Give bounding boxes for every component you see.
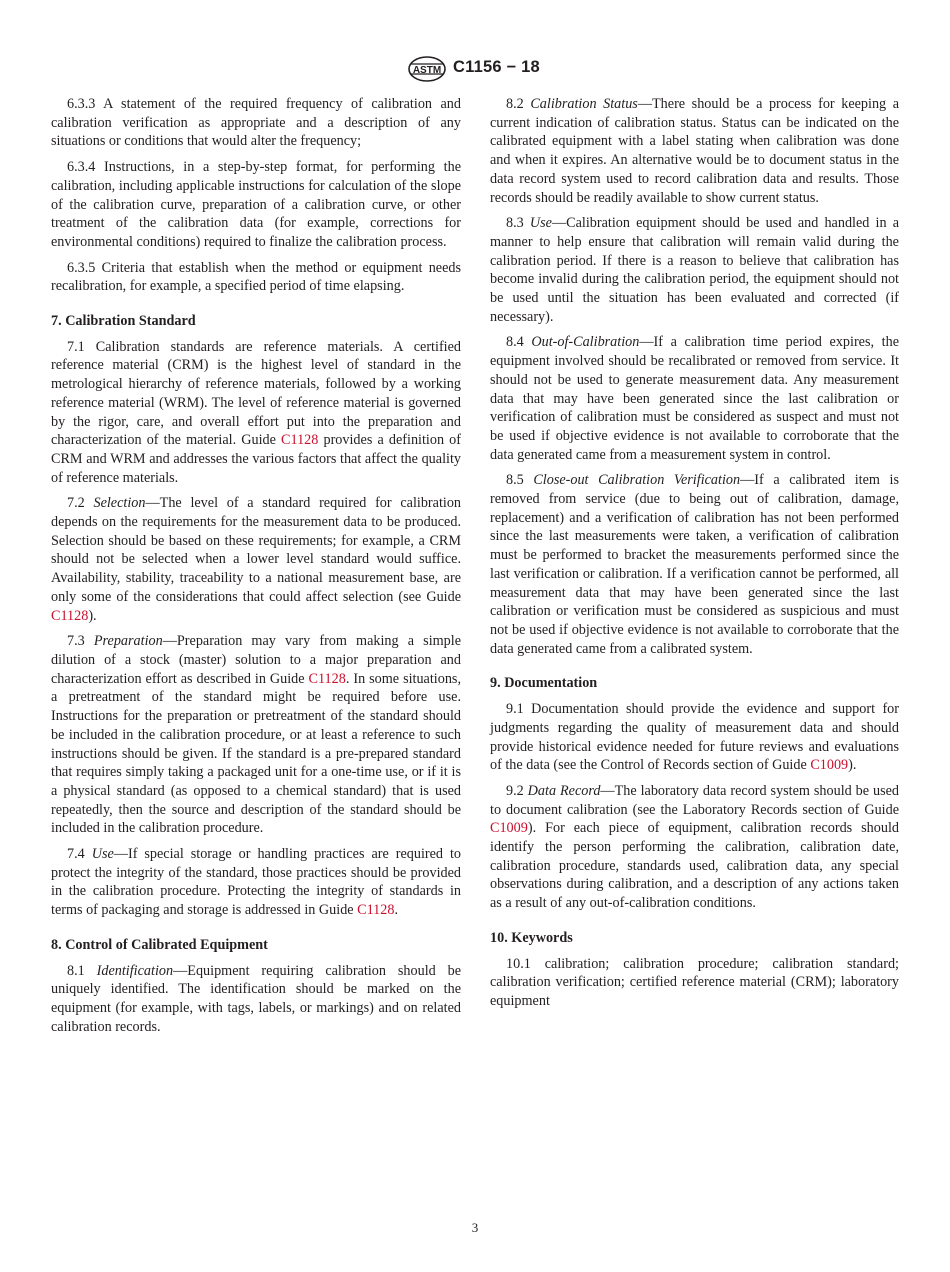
reference-link-c1009[interactable]: C1009 [810, 757, 849, 774]
paragraph-6-3-4: 6.3.4 Instructions, in a step-by-step format, for performing the calibration, including applicable instructions for calculation of the slope of the calibration curve, preparation of a calibration curve, or other treatment of the calibration data (for example, corrections for environmental conditions) required to finalize the calibration process. [51, 159, 461, 250]
reference-link-c1128[interactable]: C1128 [308, 670, 346, 687]
term-use: Use [91, 846, 114, 863]
astm-logo [405, 56, 449, 82]
paragraph-7-2: 7.2 Selection—The level of a standard required for calibration depends on the requirements for the measurement data to be produced. Selection should be based on these requirements; for example, a CRM should not be selected when a lower level standard would suffice. Availability, stability, traceability to a national measurement base, are only some of the considerations that could affect selection (see Guide C1128). [51, 495, 462, 624]
paragraph-6-3-5: 6.3.5 Criteria that establish when the method or equipment needs recalibration, for example, a specified period of time elapsing. [51, 259, 461, 295]
section-heading-7: 7. Calibration Standard [51, 313, 196, 330]
term-calibration-status: Calibration Status [530, 96, 638, 112]
paragraph-8-3: 8.3 Use—Calibration equipment should be used and handled in a manner to help ensure that calibration will remain valid during the calibration period. If there is a reason to believe that calibration has become invalid during the calibration period, the equipment should not be used until the situation has been evaluated and corrected (if necessary). [490, 215, 900, 325]
reference-link-c1128[interactable]: C1128 [281, 432, 319, 449]
section-heading-9: 9. Documentation [490, 675, 598, 692]
paragraph-9-2: 9.2 Data Record—The laboratory data record system should be used to document calibration (see the Laboratory Records section of Guide C1009). For each piece of equipment, calibration records should identify the person performing the calibration, calibration date, calibration procedure, standards used, calibration data, any special observations during calibration, and a description of any actions taken as a result of any out-of-calibration conditions. [490, 782, 899, 912]
paragraph-8-4: 8.4 Out-of-Calibration—If a calibration time period expires, the equipment involved should be recalibrated or removed from service. It should not be used to generate measurement data. Any measurement data that may have been generated since the last calibration or verification of calibration must be considered as suspect and must not be used if objective evidence is not available to corroborate that the data generated came from a measurement system in control. [490, 334, 899, 463]
paragraph-7-1: 7.1 Calibration standards are reference materials. A certified reference material (CRM) is the highest level of standard in the metrological hierarchy of reference materials, followed by a working reference material (WRM). The level of reference material is governed by the rigor, care, and overall effort put into the preparation and characterization of the material. Guide C1128 provides a definition of CRM and WRM and addresses the various factors that affect the quality of reference materials. [51, 338, 461, 486]
paragraph-7-3: 7.3 Preparation—Preparation may vary from making a simple dilution of a stock (master) solution to a major preparation and characterization effort as described in Guide C1128. In some situations, a pretreatment of the standard might be required before use. Instructions for the preparation or pretreatment of the standard should be included in the calibration procedure, or at least a reference to such instructions should be given. If the standard is a pre-prepared standard that requires simply taking a packaged unit for a one-time use, or if it is a physical standard (as opposed to a chemical standard) that is used repeatedly, then the source and description of the standard should be included in the calibration procedure. [51, 633, 462, 837]
paragraph-7-4: 7.4 Use—If special storage or handling practices are required to protect the integrity of the standard, those practices should be provided in the calibration procedure. Protecting the integrity of standards in terms of packaging and storage is addressed in Guide C1128. [51, 846, 461, 919]
page-header [0, 56, 950, 82]
term-use: Use [529, 215, 552, 232]
paragraph-8-2: 8.2 Calibration Status—There should be a process for keeping a current indication of calibration status. Status can be indicated on the calibrated equipment with a label stating when calibration was done and when it expires. An alternative would be to document status in the data record system used to record calibration data and results. Those records should be readily available to show current status. [490, 96, 900, 206]
paragraph-6-3-3: 6.3.3 A statement of the required frequency of calibration and calibration verification as appropriate and a description of any situations or conditions that would alter the frequency; [51, 96, 461, 150]
paragraph-9-1: 9.1 Documentation should provide the evidence and support for judgments regarding the quality of measurement data and should provide historical evidence needed for future reviews and evaluations of the data (see the Control of Records section of Guide C1009). [490, 701, 899, 774]
document-id: C1156 − 18 [453, 58, 540, 76]
paragraph-8-5: 8.5 Close-out Calibration Verification—If a calibrated item is removed from service (due to being out of calibration, damage, replacement) and a verification of calibration has not been performed since the last measurements were taken, a verification of calibration must be performed to bracket the measurements performed since the last verification or calibration. If a verification cannot be performed, all measurement data that may have been generated since the last calibration or verification must be considered as suspicious and must not be used if objective evidence is not available to corroborate that the data generated came from a calibrated system. [490, 472, 900, 657]
right-column [490, 95, 899, 1018]
reference-link-c1128[interactable]: C1128 [51, 607, 89, 624]
paragraph-8-1: 8.1 Identification—Equipment requiring calibration should be uniquely identified. The identification should be marked on the equipment (for example, with tags, labels, or markings) and on related calibration records. [51, 962, 462, 1035]
svg-text:ASTM: ASTM [412, 65, 442, 76]
section-heading-8: 8. Control of Calibrated Equipment [51, 936, 268, 953]
term-out-of-calibration: Out-of-Calibration [531, 334, 640, 351]
left-column [51, 95, 461, 1043]
term-data-record: Data Record [527, 782, 601, 799]
reference-link-c1009[interactable]: C1009 [490, 820, 528, 837]
term-selection: Selection [93, 495, 146, 512]
term-preparation: Preparation [93, 633, 163, 650]
page-number: 3 [471, 1220, 479, 1235]
term-identification: Identification [96, 962, 174, 979]
section-heading-10: 10. Keywords [490, 929, 573, 946]
term-close-out-verification: Close-out Calibration Verification [533, 472, 741, 489]
reference-link-c1128[interactable]: C1128 [357, 902, 395, 919]
paragraph-10-1: 10.1 calibration; calibration procedure; calibration standard; calibration verification; certified reference material (CRM); laboratory equipment [490, 955, 899, 1009]
